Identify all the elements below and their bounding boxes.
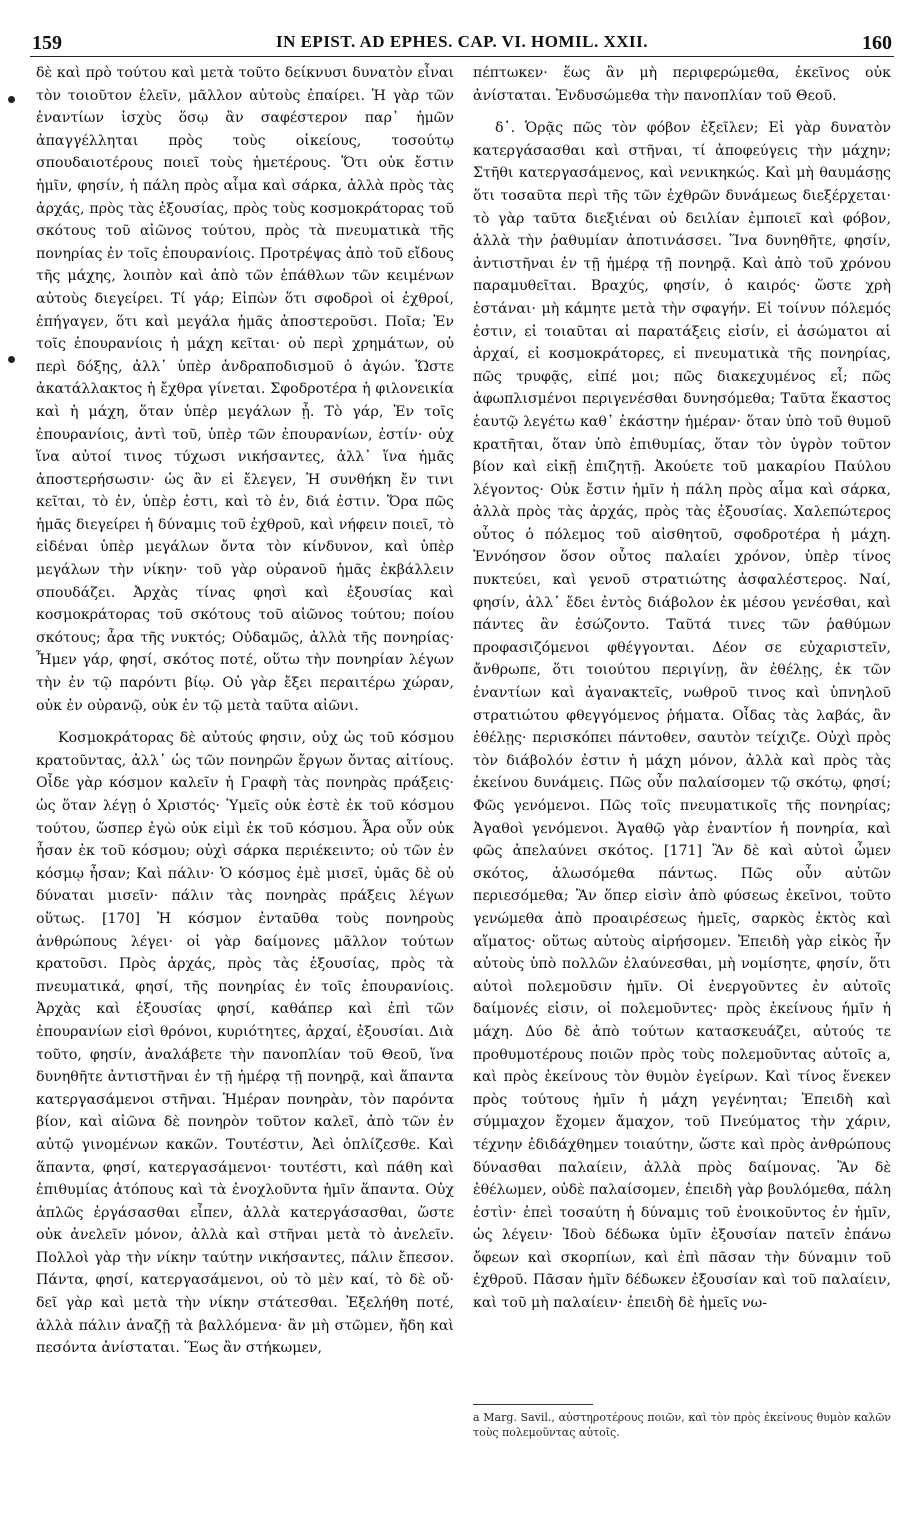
footnote-rule: [473, 1404, 593, 1405]
page-number-left: 159: [32, 32, 62, 54]
margin-mark: [8, 356, 15, 363]
left-paragraph-2: Κοσμοκράτορας δὲ αὐτούς φησιν, οὐχ ὡς τοῦ κόσμου κρατοῦντας, ἀλλ᾽ ὡς τῶν πονηρῶν ἔργων ὄντας αἰτίους. Οἶδε γὰρ κόσμον καλεῖν ἡ Γραφὴ τὰς πονηρὰς πράξεις· ὡς ὅταν λέγῃ ὁ Χριστός· Ὑμεῖς οὐκ ἐστὲ ἐκ τοῦ κόσμου τούτου, ὥσπερ ἐγὼ οὐκ εἰμὶ ἐκ τοῦ κόσμου. Ἆρα οὖν οὐκ ἦσαν ἐκ τοῦ κόσμου; οὐχὶ σάρκα περιέκειντο; οὐ τῶν ἐν κόσμῳ ἦσαν; Καὶ πάλιν· Ὁ κόσμος ἐμὲ μισεῖ, ὑμᾶς δὲ οὐ δύναται μισεῖν· πάλιν τὰς πονηρὰς πράξεις λέγων οὕτως. [170] Ἡ κόσμον ἐνταῦθα τοὺς πονηροὺς ἀνθρώπους λέγει· οἱ γὰρ δαίμονες μᾶλλον τούτων κρατοῦσι. Πρὸς ἀρχάς, πρὸς τὰς ἐξουσίας, πρὸς τὰ πνευματικά, φησί, τῆς πονηρίας ἐν τοῖς ἐπουρανίοις. Ἀρχὰς καὶ ἐξουσίας φησί, καθάπερ καὶ ἐπὶ τῶν ἐπουρανίων εἰσὶ θρόνοι, κυριότητες, ἀρχαί, ἐξουσίαι. Διὰ τοῦτο, φησίν, ἀναλάβετε τὴν πανοπλίαν τοῦ Θεοῦ, ἵνα δυνηθῆτε ἀντιστῆναι ἐν τῇ ἡμέρᾳ τῇ πονηρᾷ, καὶ ἅπαντα κατεργασάμενοι στῆναι. Ἡμέραν πονηρὰν, τὸν παρόντα βίον, καὶ αἰῶνα δὲ πονηρὸν τοῦτον καλεῖ, ἀπὸ τῶν ἐν αὐτῷ γινομένων κακῶν. Τουτέστιν, Ἀεὶ ὁπλίζεσθε. Καὶ ἅπαντα, φησί, κατεργασάμενοι· τουτέστι, καὶ πάθη καὶ ἐπιθυμίας ἀτόπους καὶ τὰ ἐνοχλοῦντα ἡμῖν ἅπαντα. Οὐχ ἁπλῶς ἐργάσασθαι εἶπεν, ἀλλὰ κατεργάσασθαι, ὥστε οὐκ ἀνελεῖν μόνον, ἀλλὰ καὶ στῆναι μετὰ τὸ ἀνελεῖν. Πολλοὶ γὰρ τὴν νίκην ταύτην νικήσαντες, πάλιν ἔπεσον. Πάντα, φησί, κατεργασάμενοι, οὐ τὸ μὲν καί, τὸ δὲ οὔ· δεῖ γὰρ καὶ μετὰ τὴν νίκην στάτεσθαι. Ἐξελήθη ποτέ, ἀλλὰ πάλιν ἀναζῇ τὰ βαλλόμενα· ἂν μὴ στῶμεν, ἤδη καὶ πεσόντα ἀνίσταται. Ἕως ἂν στήκωμεν,: [36, 730, 454, 1357]
footnote: a Marg. Savil., αὐστηροτέρους ποιῶν, καὶ τὸν πρὸς ἐκείνους θυμὸν καλῶν τοὺς πολεμοῦντας αὐτοῖς.: [473, 1411, 891, 1439]
running-title: IN EPIST. AD EPHES. CAP. VI. HOMIL. XXII.: [275, 32, 649, 51]
right-paragraph-1: πέπτωκεν· ἕως ἂν μὴ περιφερώμεθα, ἐκεῖνος οὐκ ἀνίσταται. Ἐνδυσώμεθα τὴν πανοπλίαν τοῦ Θεοῦ.: [473, 65, 891, 104]
margin-mark: [8, 96, 15, 103]
left-paragraph-1: δὲ καὶ πρὸ τούτου καὶ μετὰ τοῦτο δείκνυσι δυνατὸν εἶναι τὸν τοιοῦτον ἑλεῖν, μᾶλλον αὐτοὺς ἐπαίρει. Ἡ γὰρ τῶν ἐναντίων ἰσχὺς ὅσῳ ἂν σαφέστερον παρ᾽ ἡμῶν ἀπαγγέλληται πρὸς τοὺς οἰκείους, τοσούτῳ σπουδαιοτέρους ποιεῖ τοὺς ἡμετέρους. Ὅτι οὐκ ἔστιν ἡμῖν, φησίν, ἡ πάλη πρὸς αἷμα καὶ σάρκα, ἀλλὰ πρὸς τὰς ἀρχάς, πρὸς τὰς ἐξουσίας, πρὸς τοὺς κοσμοκράτορας τοῦ σκότους τοῦ αἰῶνος τούτου, πρὸς τὰ πνευματικὰ τῆς πονηρίας ἐν τοῖς ἐπουρανίοις. Προτρέψας ἀπὸ τοῦ εἴδους τῆς μάχης, λοιπὸν καὶ ἀπὸ τῶν ἐπάθλων τῶν κειμένων αὐτοὺς διεγείρει. Τί γάρ; Εἰπὼν ὅτι σφοδροὶ οἱ ἐχθροί, ἐπήγαγεν, ὅτι καὶ μεγάλα ἡμᾶς ἀποστεροῦσι. Ποῖα; Ἐν τοῖς ἐπουρανίοις ἡ μάχη κεῖται· οὐ περὶ χρημάτων, οὐ περὶ δόξης, ἀλλ᾽ ὑπὲρ ἀνδραποδισμοῦ ὁ ἀγών. Ὥστε ἀκατάλλακτος ἡ ἔχθρα γίνεται. Σφοδροτέρα ἡ φιλονεικία καὶ ἡ μάχη, ὅταν ὑπὲρ μεγάλων ᾖ. Τὸ γάρ, Ἐν τοῖς ἐπουρανίοις, ἀντὶ τοῦ, ὑπὲρ τῶν ἐπουρανίων, ἐστίν· οὐχ ἵνα αὐτοί τινος τύχωσι νικήσαντες, ἀλλ᾽ ἵνα ἡμᾶς ἀποστερήσωσιν· ὡς ἂν εἰ ἔλεγεν, Ἡ συνθήκη ἔν τινι κεῖται, τὸ ἐν, ὑπὲρ ἐστι, καὶ τὸ ἐν, διά ἐστιν. Ὅρα πῶς ἡμᾶς διεγείρει ἡ δύναμις τοῦ ἐχθροῦ, καὶ νήφειν ποιεῖ, τὸ εἰδέναι ὑπὲρ μεγάλων ὄντα τὸν κίνδυνον, καὶ ὑπὲρ μεγάλων τὴν νίκην· τοῦ γὰρ οὐρανοῦ ἡμᾶς ἐκβάλλειν σπουδάζει. Ἀρχὰς τίνας φησὶ καὶ ἐξουσίας καὶ κοσμοκράτορας τοῦ σκότους τοῦ αἰῶνος τούτου; ποίου σκότους; ἆρα τῆς νυκτός; Οὐδαμῶς, ἀλλὰ τῆς πονηρίας· Ἦμεν γάρ, φησί, σκότος ποτέ, οὕτω τὴν πονηρίαν λέγων τὴν ἐν τῷ παρόντι βίῳ. Οὐ γὰρ ἔξει περαιτέρω χώραν, οὐκ ἐν οὐρανῷ, οὐκ ἐν τῷ μετὰ ταῦτα αἰῶνι.: [36, 65, 454, 714]
right-column: [473, 62, 891, 1502]
page-number-right: 160: [862, 32, 892, 54]
right-paragraph-2: δ᾽. Ὁρᾷς πῶς τὸν φόβον ἐξεῖλεν; Εἰ γὰρ δυνατὸν κατεργάσασθαι καὶ στῆναι, τί ἀποφεύγεις τὴν μάχην; Στῆθι κατεργασάμενος, καὶ νενικηκώς. Καὶ μὴ θαυμάσῃς ὅτι τοσαῦτα περὶ τῆς τῶν ἐχθρῶν δυνάμεως διεξέρχεται· τὸ γὰρ ταῦτα διεξιέναι οὐ δειλίαν ἐμποιεῖ καὶ φόβον, ἀλλὰ τὴν ῥαθυμίαν ἀποτινάσσει. Ἵνα δυνηθῆτε, φησίν, ἀντιστῆναι ἐν τῇ ἡμέρᾳ τῇ πονηρᾷ. Καὶ ἀπὸ τοῦ χρόνου παραμυθεῖται. Βραχύς, φησίν, ὁ καιρός· ὥστε χρὴ ἑστάναι· μὴ κάμητε μετὰ τὴν σφαγήν. Εἰ τοίνυν πόλεμός ἐστιν, εἰ τοιαῦται αἱ παρατάξεις εἰσίν, εἰ ἀσώματοι αἱ ἀρχαί, εἰ κοσμοκράτορες, εἰ πνευματικὰ τῆς πονηρίας, πῶς τρυφᾷς, εἰπέ μοι; πῶς διακεχυμένος εἶ; πῶς ἀφωπλισμένοι περιγενέσθαι δυνησόμεθα; Ταῦτα ἕκαστος ἑαυτῷ λεγέτω καθ᾽ ἑκάστην ἡμέραν· ὅταν ὑπὸ τοῦ θυμοῦ κρατῆται, ὅταν ὑπὸ ἐπιθυμίας, ὅταν τὸν ὑγρὸν τοῦτον βίον καὶ εἰκῇ ἐπιζητῇ. Ἀκούετε τοῦ μακαρίου Παύλου λέγοντος· Οὐκ ἔστιν ἡμῖν ἡ πάλη πρὸς αἷμα καὶ σάρκα, ἀλλὰ πρὸς τὰς ἀρχάς, πρὸς τὰς ἐξουσίας. Χαλεπώτερος οὗτος ὁ πόλεμος τοῦ αἰσθητοῦ, σφοδροτέρα ἡ μάχη. Ἐννόησον ὅσον οὗτος παλαίει χρόνον, ὑπὲρ τίνος πυκτεύει, καὶ γενοῦ στρατιώτης ἀσφαλέστερος. Ναί, φησίν, ἀλλ᾽ ἔδει ἐντὸς διάβολον ἐκ μέσου γενέσθαι, καὶ πάντες ἂν ἐσώζοντο. Ταῦτά τινες τῶν ῥαθύμων προφασιζόμενοι φθέγγονται. Δέον σε εὐχαριστεῖν, ἄνθρωπε, ὅτι τοιούτου περιγίνῃ, ἂν ἐθέλῃς, ἐκ τῶν ἐναντίων καὶ ἀγανακτεῖς, νωθροῦ τινος καὶ ὑπνηλοῦ στρατιώτου φθεγγόμενος ῥήματα. Οἶδας τὰς λαβάς, ἂν ἐθέλῃς· περισκόπει πάντοθεν, σαυτὸν τείχιζε. Οὐχὶ πρὸς τὸν διάβολόν ἐστιν ἡ μάχη μόνον, ἀλλὰ καὶ πρὸς τὰς ἐκείνου δυνάμεις. Πῶς οὖν παλαίσομεν τῷ σκότῳ, φησί; Φῶς γενόμενοι. Πῶς τοῖς πνευματικοῖς τῆς πονηρίας; Ἀγαθοὶ γενόμενοι. Ἀγαθῷ γὰρ ἐναντίον ἡ πονηρία, καὶ φῶς ἀπελαύνει σκότος. [171] Ἂν δὲ καὶ αὐτοὶ ὦμεν σκότος, ἁλωσόμεθα πάντως. Πῶς οὖν αὐτῶν περιεσόμεθα; Ἂν ὅπερ εἰσὶν ἀπὸ φύσεως ἐκεῖνοι, τοῦτο γενώμεθα ἀπὸ προαιρέσεως ἡμεῖς, σαρκὸς ἐκτὸς καὶ αἵματος· οὕτως αὐτοὺς αἱρήσομεν. Ἐπειδὴ γὰρ εἰκὸς ἦν αὐτοὺς ὑπὸ πολλῶν ἐλαύνεσθαι, μὴ νομίσητε, φησίν, ὅτι αὐτοὶ πολεμοῦσιν ἡμῖν. Οἱ ἐνεργοῦντες ἐν αὐτοῖς δαίμονές εἰσιν, οἱ πολεμοῦντες· πρὸς ἐκείνους ἡμῖν ἡ μάχη. Δύο δὲ ἀπὸ τούτων κατασκευάζει, αὐτούς τε προθυμοτέρους ποιῶν πρὸς τοὺς πολεμοῦντας αὐτοῖς a, καὶ πρὸς ἐκείνους τὸν θυμὸν ἐγείρων. Καὶ τίνος ἕνεκεν πρὸς τούτους ἡμῖν ἡ μάχη γεγένηται; Ἐπειδὴ καὶ σύμμαχον ἔχομεν ἄμαχον, τοῦ Πνεύματος τὴν χάριν, τέχνην ἐδιδάχθημεν τοιαύτην, ὥστε καὶ πρὸς ἀνθρώπους δύνασθαι παλαίειν, ἀλλὰ πρὸς δαίμονας. Ἂν δὲ ἐθέλωμεν, οὐδὲ παλαίσομεν, ἐπειδὴ γὰρ βουλόμεθα, πάλη ἐστὶν· ἐπεὶ τοσαύτη ἡ δύναμις τοῦ ἐνοικοῦντος ἐν ἡμῖν, ὡς λέγειν· Ἰδοὺ δέδωκα ὑμῖν ἐξουσίαν πατεῖν ἐπάνω ὄφεων καὶ σκορπίων, καὶ ἐπὶ πᾶσαν τὴν δύναμιν τοῦ ἐχθροῦ. Πᾶσαν ἡμῖν δέδωκεν ἐξουσίαν καὶ τοῦ παλαίειν, καὶ τοῦ μὴ παλαίειν· ἐπειδὴ δὲ ἡμεῖς νω-: [473, 120, 891, 1312]
left-column: [36, 62, 454, 1502]
running-header: [30, 30, 894, 57]
